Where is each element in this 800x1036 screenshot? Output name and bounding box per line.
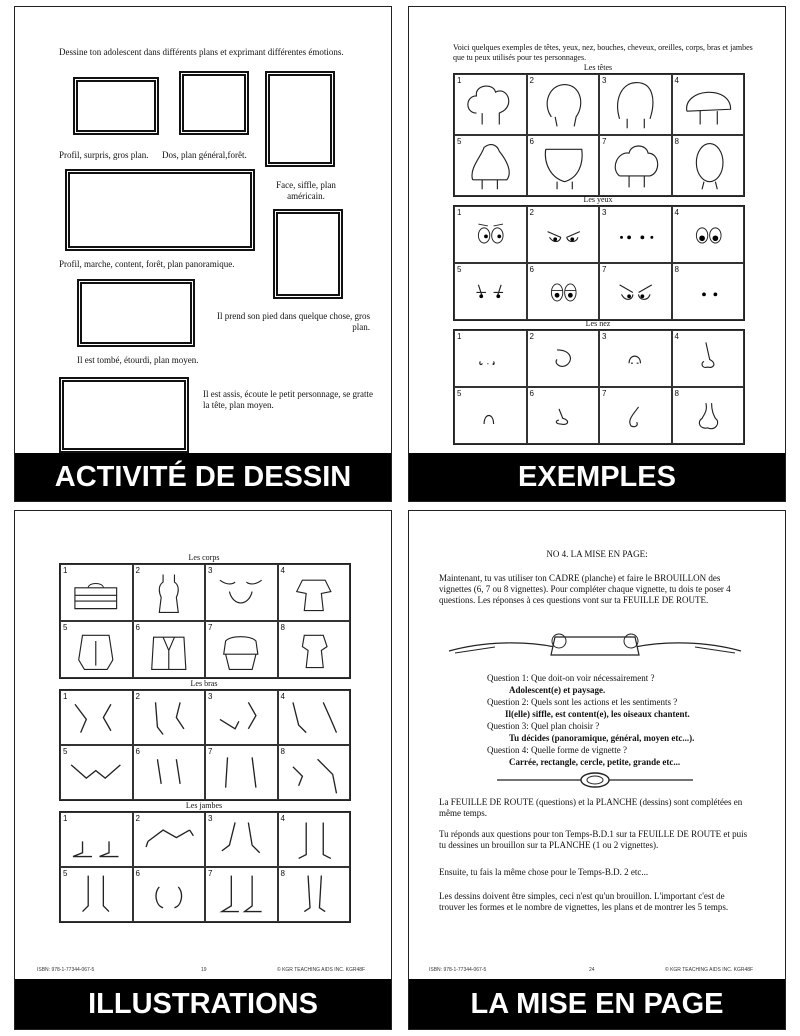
sketch-drawing [528, 136, 599, 195]
head-drawing [455, 75, 526, 134]
sketch-drawing [279, 746, 350, 799]
answer-3: Tu décides (panoramique, général, moyen etc...). [509, 733, 695, 743]
cell-number: 7 [208, 869, 213, 878]
sketch-drawing [61, 868, 132, 921]
caption: Profil, surpris, gros plan. [59, 150, 149, 160]
grid-cell [205, 812, 278, 867]
grid-cell [454, 330, 527, 387]
paragraph: La FEUILLE DE ROUTE (questions) et la PLANCHE (dessins) sont complétées en même temps. [439, 797, 743, 818]
cell-number: 6 [135, 747, 140, 756]
drawing-frame [73, 77, 159, 135]
answer-2: Il(elle) siffle, est content(e), les oiseaux chantent. [505, 709, 690, 719]
legs-grid [59, 811, 351, 923]
eyes-grid [453, 205, 745, 321]
drawing-frame [77, 279, 195, 347]
cell-number: 1 [457, 76, 462, 85]
sketch-drawing [61, 691, 132, 744]
grid-cell [599, 330, 672, 387]
caption: Il est tombé, étourdi, plan moyen. [77, 355, 199, 365]
caption: Il prend son pied dans quelque chose, gros plan. [217, 311, 370, 332]
cell-number: 7 [208, 747, 213, 756]
cell-number: 7 [602, 265, 607, 274]
cell-number: 8 [674, 137, 679, 146]
sketch-drawing [61, 565, 132, 620]
grid-cell [599, 387, 672, 444]
caption: Profil, marche, content, forêt, plan panoramique. [59, 259, 235, 269]
grid-cell [454, 263, 527, 320]
drawing-frame [65, 169, 255, 251]
drawing-frame [273, 209, 343, 299]
sketch-drawing [134, 691, 205, 744]
grid-cell [133, 867, 206, 922]
grid-cell [527, 206, 600, 263]
grid-cell [133, 745, 206, 800]
grid-cell [60, 690, 133, 745]
grid-cell [278, 621, 351, 678]
sketch-drawing [279, 622, 350, 677]
noses-grid [453, 329, 745, 445]
sketch-drawing [600, 207, 671, 262]
sketch-drawing [455, 136, 526, 195]
sketch-drawing [134, 746, 205, 799]
cell-number: 2 [135, 814, 140, 823]
cell-number: 3 [602, 76, 607, 85]
cell-number: 4 [674, 208, 679, 217]
grid-cell [278, 812, 351, 867]
footer-copyright: © KGR TEACHING AIDS INC. KGR48F [665, 967, 754, 973]
panel-la-mise-en-page [408, 510, 786, 1030]
grid-cell [278, 745, 351, 800]
section-label: Les yeux [583, 195, 613, 204]
section-label: Les nez [585, 319, 611, 328]
cell-number: 1 [63, 814, 68, 823]
sketch-drawing [528, 264, 599, 319]
cell-number: 4 [674, 76, 679, 85]
grid-cell [454, 74, 527, 135]
cell-number: 8 [674, 389, 679, 398]
cell-number: 8 [674, 265, 679, 274]
paragraph: Tu réponds aux questions pour ton Temps-B.D.1 sur ta FEUILLE DE ROUTE et puis tu dessines un brouillon sur ta PLANCHE (1 ou 2 vignettes). [439, 829, 748, 850]
grid-cell [133, 621, 206, 678]
panel-illustrations [14, 510, 392, 1030]
cell-number: 5 [63, 747, 68, 756]
question-2: Question 2: Quels sont les actions et les sentiments ? [487, 697, 678, 707]
sketch-drawing [206, 813, 277, 866]
grid-cell [60, 621, 133, 678]
cell-number: 1 [63, 692, 68, 701]
sketch-drawing [528, 388, 599, 443]
cell-number: 8 [280, 623, 285, 632]
answer-4: Carrée, rectangle, cercle, petite, grande etc... [509, 757, 681, 767]
sketch-drawing [206, 746, 277, 799]
grid-cell [454, 135, 527, 196]
grid-cell [672, 74, 745, 135]
grid-cell [60, 745, 133, 800]
ornamental-banner-divider [445, 623, 745, 663]
grid-cell [527, 387, 600, 444]
sketch-drawing [61, 746, 132, 799]
grid-cell [672, 387, 745, 444]
cell-number: 7 [602, 137, 607, 146]
grid-cell [278, 564, 351, 621]
cell-number: 6 [135, 623, 140, 632]
paragraph: Les dessins doivent être simples, ceci n'est qu'un brouillon. L'important c'est de trouver les formes et le nombre de vignettes, les plans et de montrer les 5 temps. [439, 891, 729, 912]
sketch-drawing [455, 207, 526, 262]
cell-number: 4 [674, 332, 679, 341]
grid-cell [205, 690, 278, 745]
section-label: Les jambes [185, 801, 223, 810]
question-1: Question 1: Que doit-on voir nécessairement ? [487, 673, 655, 683]
grid-cell [133, 812, 206, 867]
grid-cell [672, 135, 745, 196]
grid-cell [599, 263, 672, 320]
drawing-frame [265, 71, 335, 167]
grid-cell [278, 690, 351, 745]
grid-cell [60, 564, 133, 621]
cell-number: 1 [63, 566, 68, 575]
banner-title: ACTIVITÉ DE DESSIN [15, 453, 391, 501]
cell-number: 2 [135, 692, 140, 701]
grid-cell [527, 330, 600, 387]
sketch-drawing [528, 331, 599, 386]
sketch-drawing [673, 75, 744, 134]
grid-cell [599, 74, 672, 135]
cell-number: 6 [135, 869, 140, 878]
cell-number: 6 [529, 389, 534, 398]
sketch-drawing [673, 331, 744, 386]
section-label: Les corps [188, 553, 220, 562]
cell-number: 7 [602, 389, 607, 398]
cell-number: 8 [280, 747, 285, 756]
sketch-drawing [279, 813, 350, 866]
sketch-drawing [455, 264, 526, 319]
sketch-drawing [600, 264, 671, 319]
cell-number: 6 [529, 137, 534, 146]
grid-cell [205, 867, 278, 922]
drawing-frame [59, 377, 189, 453]
question-3: Question 3: Quel plan choisir ? [487, 721, 600, 731]
caption: Dos, plan général,forêt. [162, 150, 247, 160]
grid-cell [599, 135, 672, 196]
sketch-drawing [61, 622, 132, 677]
bodies-grid [59, 563, 351, 679]
sketch-drawing [528, 207, 599, 262]
banner-title: ILLUSTRATIONS [15, 979, 391, 1029]
grid-cell [599, 206, 672, 263]
sketch-drawing [279, 565, 350, 620]
cell-number: 1 [457, 208, 462, 217]
footer-copyright: © KGR TEACHING AIDS INC. KGR48F [277, 967, 366, 973]
grid-cell [205, 745, 278, 800]
sketch-drawing [134, 565, 205, 620]
footer-isbn: ISBN: 978-1-77344-067-5 [429, 967, 487, 973]
heads-grid [453, 73, 745, 197]
sketch-drawing [528, 75, 599, 134]
sketch-drawing [455, 331, 526, 386]
grid-cell [672, 330, 745, 387]
cell-number: 5 [457, 389, 462, 398]
sketch-drawing [673, 264, 744, 319]
cell-number: 2 [529, 208, 534, 217]
answer-1: Adolescent(e) et paysage. [509, 685, 606, 695]
ornamental-divider [495, 771, 695, 789]
section-label: Les têtes [583, 63, 613, 72]
cell-number: 6 [529, 265, 534, 274]
cell-number: 4 [280, 692, 285, 701]
sketch-drawing [206, 691, 277, 744]
sketch-drawing [134, 622, 205, 677]
grid-cell [205, 564, 278, 621]
sketch-drawing [600, 388, 671, 443]
sketch-drawing [61, 813, 132, 866]
intro-text: Dessine ton adolescent dans différents plans et exprimant différentes émotions. [59, 47, 344, 57]
caption: Face, siffle, plan américain. [276, 180, 336, 201]
sketch-drawing [206, 868, 277, 921]
grid-cell [454, 387, 527, 444]
sketch-drawing [134, 868, 205, 921]
grid-cell [527, 135, 600, 196]
grid-cell [454, 206, 527, 263]
banner-title: EXEMPLES [409, 453, 785, 501]
cell-number: 2 [529, 332, 534, 341]
cell-number: 3 [208, 566, 213, 575]
paragraph: Ensuite, tu fais la même chose pour le Temps-B.D. 2 etc... [439, 867, 649, 877]
sketch-drawing [600, 136, 671, 195]
sketch-drawing [673, 136, 744, 195]
grid-cell [60, 812, 133, 867]
sketch-drawing [600, 331, 671, 386]
sketch-drawing [600, 75, 671, 134]
sketch-drawing [673, 388, 744, 443]
cell-number: 5 [457, 137, 462, 146]
footer-page-number: 19 [201, 967, 207, 973]
sketch-drawing [206, 565, 277, 620]
paragraph: Maintenant, tu vas utiliser ton CADRE (planche) et faire le BROUILLON des vignettes (6, 7 ou 8 vignettes). Pour compléter chaque vignette, tu dois te poser 4 questions. Les réponses à ces questions vont sur ta FEUILLE DE ROUTE. [439, 573, 731, 605]
section-heading: NO 4. LA MISE EN PAGE: [546, 549, 648, 559]
intro-text: Voici quelques exemples de têtes, yeux, nez, bouches, cheveux, oreilles, corps, bras et jambes que tu peux utilisés pour tes personnages. [453, 43, 753, 62]
grid-cell [133, 690, 206, 745]
cell-number: 4 [280, 814, 285, 823]
cell-number: 7 [208, 623, 213, 632]
cell-number: 3 [602, 332, 607, 341]
cell-number: 2 [529, 76, 534, 85]
cell-number: 1 [457, 332, 462, 341]
question-4: Question 4: Quelle forme de vignette ? [487, 745, 627, 755]
grid-cell [527, 74, 600, 135]
cell-number: 5 [457, 265, 462, 274]
cell-number: 3 [208, 814, 213, 823]
sketch-drawing [279, 691, 350, 744]
cell-number: 8 [280, 869, 285, 878]
section-label: Les bras [190, 679, 218, 688]
sketch-drawing [134, 813, 205, 866]
footer-isbn: ISBN: 978-1-77344-067-5 [37, 967, 95, 973]
grid-cell [278, 867, 351, 922]
sketch-drawing [206, 622, 277, 677]
grid-cell [672, 206, 745, 263]
footer-page-number: 24 [589, 967, 595, 973]
cell-number: 4 [280, 566, 285, 575]
grid-cell [672, 263, 745, 320]
grid-cell [205, 621, 278, 678]
cell-number: 2 [135, 566, 140, 575]
panel-exemples [408, 6, 786, 502]
arms-grid [59, 689, 351, 801]
grid-cell [60, 867, 133, 922]
sketch-drawing [279, 868, 350, 921]
banner-title: LA MISE EN PAGE [409, 979, 785, 1029]
sketch-drawing [673, 207, 744, 262]
cell-number: 5 [63, 869, 68, 878]
caption: Il est assis, écoute le petit personnage, se gratte la tête, plan moyen. [203, 389, 373, 410]
grid-cell [527, 263, 600, 320]
cell-number: 5 [63, 623, 68, 632]
sketch-drawing [455, 388, 526, 443]
cell-number: 3 [602, 208, 607, 217]
panel-activite-de-dessin [14, 6, 392, 502]
cell-number: 3 [208, 692, 213, 701]
grid-cell [133, 564, 206, 621]
drawing-frame [179, 71, 249, 135]
